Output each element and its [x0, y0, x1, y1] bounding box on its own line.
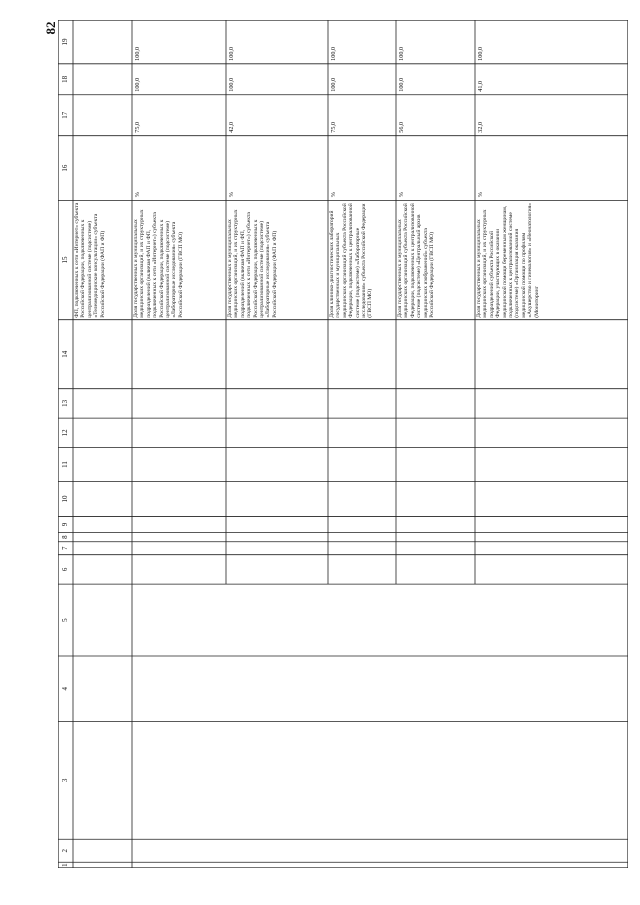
- value-cell-19: 100,0: [477, 46, 484, 61]
- column-number-header: 2: [61, 849, 69, 853]
- column-number-header: 8: [61, 535, 69, 539]
- column-number-header: 7: [61, 546, 69, 550]
- indicator-cell: Доля государственных и муниципальных медицинских организаций, и их структурных подразделений (включая ФАП и ФП, подключенных к сети «Интернет») субъекта Российской Федерации, подключенных к централизованной системе (подсистеме) «Лабораторные исследования» субъекта Российской Федерации (ГВСП МО): [133, 209, 184, 318]
- value-cell-17: 32,0: [477, 121, 484, 133]
- unit-cell: %: [477, 192, 484, 198]
- column-number-header: 16: [61, 164, 69, 172]
- column-number-header: 6: [61, 567, 69, 572]
- column-number-header: 5: [61, 618, 69, 622]
- value-cell-17: [73, 95, 132, 136]
- value-cell-19: 100,0: [134, 46, 141, 61]
- value-cell-18: 100,0: [330, 77, 337, 92]
- rotated-table-sheet: [58, 20, 628, 868]
- column-number-header: 12: [61, 429, 69, 437]
- indicator-cell: Доля государственных и муниципальных медицинских организаций субъекта Российской Федерации, подключенных к централизованной системе (подсистеме) «Центральный архив медицинских изображений» субъекта Российской Федерации (ГВСП МО): [397, 203, 436, 318]
- value-cell-18: [73, 64, 132, 95]
- indicator-cell: Доля государственных и муниципальных медицинских организаций, и их структурных подразделений субъекта Российской Федерации, участвующих в оказании медицинской помощи беременным женщинам, подключенных к централизованной системе (подсистеме) «Организация оказания медицинской помощи по профилям «Акушерство и гинекология» и «Неонатология» (Мониторинг: [476, 202, 540, 318]
- value-cell-17: 75,0: [330, 121, 337, 133]
- value-cell-18: 100,0: [398, 77, 405, 92]
- value-cell-18: 100,0: [228, 77, 235, 92]
- unit-cell: [73, 136, 132, 201]
- indicator-cell: Доля клинико-диагностических лабораторий государственных и муниципальных медицинских организаций субъекта Российской Федерации, подключенных к централизованной системе (подсистеме) «Лабораторные исследования» субъекта Российской Федерации (ГВСП МО): [329, 203, 374, 318]
- column-number-header: 11: [61, 461, 69, 468]
- column-number-header: 15: [61, 256, 69, 264]
- indicator-cell: Доля государственных и муниципальных медицинских организаций, и их структурных подразделений (включая ФАП и ФП, подключенных к сети «Интернет») субъекта Российской Федерации, подключенных к централизованной системе (подсистеме) «Лабораторные исследования» субъекта Российской Федерации (ФАП и ФП): [227, 209, 278, 318]
- value-cell-18: 100,0: [134, 77, 141, 92]
- unit-cell: %: [398, 192, 405, 198]
- unit-cell: %: [228, 192, 235, 198]
- column-number-header: 18: [61, 75, 69, 83]
- column-number-header: 19: [61, 38, 69, 46]
- column-number-header: 1: [61, 863, 69, 867]
- column-number-header: 9: [61, 522, 69, 527]
- value-cell-19: 100,0: [228, 46, 235, 61]
- page-number: 82: [43, 21, 58, 35]
- column-number-header: 13: [61, 399, 69, 407]
- value-cell-19: [73, 20, 132, 64]
- value-cell-17: 42,0: [228, 121, 235, 133]
- value-cell-17: 75,0: [134, 121, 141, 133]
- column-number-header: 10: [61, 495, 69, 503]
- column-number-header: 17: [61, 111, 69, 119]
- column-number-header: 3: [61, 778, 69, 783]
- unit-cell: %: [330, 192, 337, 198]
- value-cell-18: 41,0: [477, 80, 484, 92]
- column-number-header: 4: [61, 686, 69, 691]
- unit-cell: %: [134, 192, 141, 198]
- value-cell-17: 56,0: [398, 121, 405, 133]
- indicator-cell: ФП, подключенных к сети «Интернет» субъекта Российской Федерации, подключенных к централизованной системе (подсистеме) «Телемедицинские консультации» субъекта Российской Федерации (ФАП и ФП): [74, 202, 106, 318]
- value-cell-19: 100,0: [398, 46, 405, 61]
- column-number-header: 14: [61, 350, 69, 358]
- value-cell-19: 100,0: [330, 46, 337, 61]
